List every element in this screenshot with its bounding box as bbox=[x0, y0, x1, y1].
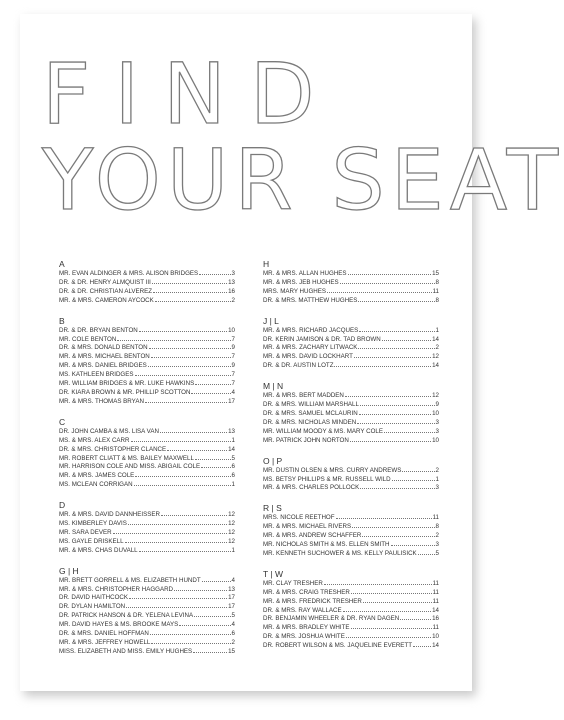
table-number: 11 bbox=[432, 624, 439, 632]
table-number: 16 bbox=[228, 287, 235, 295]
guest-name: MR. & MRS. RICHARD JACQUES bbox=[263, 326, 359, 334]
guest-row bbox=[263, 401, 439, 410]
dot-leader bbox=[418, 554, 435, 555]
table-number: 10 bbox=[432, 633, 439, 641]
guest-row bbox=[263, 419, 439, 428]
letter-group bbox=[263, 315, 439, 372]
guest-name: MS. KIMBERLEY DAVIS bbox=[59, 520, 127, 528]
table-number: 3 bbox=[231, 270, 235, 277]
guest-row bbox=[59, 270, 235, 279]
dot-leader bbox=[391, 545, 435, 546]
guest-name: MR. COLE BENTON bbox=[59, 335, 117, 343]
dot-leader bbox=[363, 602, 432, 603]
table-number: 2 bbox=[435, 344, 439, 352]
table-number: 17 bbox=[228, 603, 235, 611]
table-number: 14 bbox=[432, 606, 439, 614]
dot-leader bbox=[350, 441, 431, 442]
table-number: 5 bbox=[231, 454, 235, 462]
guest-row bbox=[59, 594, 235, 603]
guest-row bbox=[59, 428, 235, 437]
letter-group bbox=[59, 499, 235, 556]
dot-leader bbox=[135, 375, 231, 376]
table-number: 11 bbox=[432, 287, 439, 295]
table-number: 5 bbox=[435, 549, 439, 557]
table-number: 13 bbox=[228, 585, 235, 593]
table-number: 1 bbox=[231, 546, 235, 554]
left-column bbox=[59, 258, 235, 666]
letter-group bbox=[59, 416, 235, 490]
table-number: 1 bbox=[231, 436, 235, 444]
guest-name: DR. PATRICK HANSON & DR. YELENA LEVINA bbox=[59, 612, 194, 620]
table-number: 10 bbox=[432, 436, 439, 444]
table-number: 11 bbox=[432, 514, 439, 522]
dot-leader bbox=[358, 301, 434, 302]
table-number: 8 bbox=[435, 523, 439, 531]
guest-name: DR. BENJAMIN WHEELER & DR. RYAN DAGEN bbox=[263, 615, 400, 623]
guest-row bbox=[263, 484, 439, 493]
guest-name: MR. & MRS. BERT MADDEN bbox=[263, 392, 344, 400]
dot-leader bbox=[126, 607, 227, 608]
dot-leader bbox=[413, 646, 431, 647]
dot-leader bbox=[134, 485, 231, 486]
table-number: 15 bbox=[432, 270, 439, 277]
dot-leader bbox=[152, 283, 227, 284]
table-number: 14 bbox=[432, 642, 439, 650]
table-number: 6 bbox=[231, 463, 235, 471]
dot-leader bbox=[153, 292, 227, 293]
table-number: 13 bbox=[228, 278, 235, 286]
dot-leader bbox=[360, 405, 435, 406]
guest-name: MR. & MRS. JAMES COLE bbox=[59, 472, 135, 480]
dot-leader bbox=[145, 402, 227, 403]
guest-row bbox=[59, 389, 235, 398]
guest-name: DR. & MRS. DONALD BENTON bbox=[59, 344, 148, 352]
guest-row bbox=[59, 336, 235, 345]
table-number: 11 bbox=[432, 597, 439, 605]
guest-name: DR. & DR. BRYAN BENTON bbox=[59, 326, 138, 334]
guest-name: MR. BRETT GORRELL & MS. ELIZABETH HUNDT bbox=[59, 576, 201, 584]
guest-row bbox=[59, 538, 235, 547]
guest-name: MR. SARA DEVER bbox=[59, 528, 112, 536]
guest-row bbox=[59, 463, 235, 472]
right-column bbox=[263, 258, 439, 660]
guest-name: MR. & MRS. CHARLES POLLOCK bbox=[263, 484, 360, 492]
table-number: 14 bbox=[432, 335, 439, 343]
dot-leader bbox=[151, 357, 231, 358]
guest-row bbox=[59, 446, 235, 455]
table-number: 8 bbox=[435, 296, 439, 304]
dot-leader bbox=[384, 432, 435, 433]
dot-leader bbox=[359, 414, 431, 415]
table-number: 2 bbox=[435, 532, 439, 540]
guest-row bbox=[263, 541, 439, 550]
dot-leader bbox=[340, 283, 435, 284]
dot-leader bbox=[191, 393, 230, 394]
table-number: 14 bbox=[228, 445, 235, 453]
guest-name: MR. & MRS. ANDREW SCHAFFER bbox=[263, 532, 362, 540]
guest-name: MR. & MRS. JEB HUGHES bbox=[263, 278, 339, 286]
guest-name: MR. & MRS. MICHAEL RIVERS bbox=[263, 523, 352, 531]
dot-leader bbox=[400, 619, 431, 620]
dot-leader bbox=[150, 634, 231, 635]
title-line-2: YOUR SEAT bbox=[42, 131, 564, 229]
guest-name: MS. MCLEAN CORRIGAN bbox=[59, 481, 133, 489]
table-number: 7 bbox=[231, 380, 235, 388]
dot-leader bbox=[202, 581, 231, 582]
table-number: 12 bbox=[432, 392, 439, 400]
table-number: 9 bbox=[435, 401, 439, 409]
group-letter: A bbox=[59, 259, 65, 269]
guest-name: DR. & DR. CHRISTIAN ALVEREZ bbox=[59, 287, 153, 295]
guest-row bbox=[263, 589, 439, 598]
dot-leader bbox=[334, 366, 431, 367]
dot-leader bbox=[201, 467, 230, 468]
dot-leader bbox=[351, 628, 432, 629]
guest-name: DR. & MRS. WILLIAM MARSHALL bbox=[263, 401, 359, 409]
guest-row bbox=[263, 633, 439, 642]
table-number: 4 bbox=[231, 576, 235, 584]
guest-name: MR. WILLIAM MOODY & MS. MARY COLE bbox=[263, 427, 383, 435]
dot-leader bbox=[199, 274, 230, 275]
guest-row bbox=[263, 428, 439, 437]
letter-group bbox=[263, 502, 439, 559]
guest-row bbox=[59, 398, 235, 407]
table-number: 15 bbox=[228, 647, 235, 655]
guest-name: MR. & MRS. ZACHARY LITWACK bbox=[263, 344, 358, 352]
dot-leader bbox=[129, 598, 227, 599]
dot-leader bbox=[139, 331, 227, 332]
guest-row bbox=[263, 580, 439, 589]
guest-name: MR. CLAY TRESHER bbox=[263, 579, 323, 587]
guest-name: DR. KIARA BROWN & MR. PHILLIP SCOTTON bbox=[59, 388, 191, 396]
guest-name: DR. & MRS. JOSHUA WHITE bbox=[263, 633, 345, 641]
table-number: 12 bbox=[228, 528, 235, 536]
guest-name: DR. DYLAN HAMILTON bbox=[59, 603, 126, 611]
dot-leader bbox=[167, 450, 227, 451]
table-number: 2 bbox=[231, 639, 235, 646]
guest-row bbox=[59, 353, 235, 362]
table-number: 9 bbox=[231, 362, 235, 370]
table-number: 8 bbox=[435, 278, 439, 286]
dot-leader bbox=[193, 652, 227, 653]
guest-row bbox=[263, 437, 439, 446]
group-letter: H bbox=[263, 259, 270, 269]
guest-row bbox=[263, 353, 439, 362]
table-number: 11 bbox=[432, 579, 439, 587]
dot-leader bbox=[139, 551, 231, 552]
group-letter: R | S bbox=[263, 503, 282, 514]
guest-name: MISS. ELIZABETH AND MISS. EMILY HUGHES bbox=[59, 647, 193, 655]
guest-row bbox=[59, 327, 235, 336]
dot-leader bbox=[358, 348, 434, 349]
guest-row bbox=[59, 362, 235, 371]
dot-leader bbox=[131, 441, 231, 442]
group-letter: D bbox=[59, 500, 66, 511]
table-number: 7 bbox=[231, 371, 235, 379]
guest-name: DR. & MRS. SAMUEL MCLAURIN bbox=[263, 409, 358, 417]
guest-row bbox=[59, 455, 235, 464]
guest-row bbox=[59, 481, 235, 490]
table-number: 13 bbox=[228, 427, 235, 435]
dot-leader bbox=[351, 593, 432, 594]
guest-name: MR. DUSTIN OLSEN & MRS. CURRY ANDREWS bbox=[263, 466, 402, 474]
guest-row bbox=[59, 612, 235, 621]
table-number: 3 bbox=[435, 427, 439, 435]
letter-group bbox=[263, 455, 439, 494]
guest-row bbox=[59, 279, 235, 288]
guest-name: MR. & MRS. MICHAEL BENTON bbox=[59, 353, 150, 361]
guest-name: MR. & MRS. CAMERON AYCOCK bbox=[59, 296, 154, 304]
dot-leader bbox=[348, 274, 432, 275]
guest-row bbox=[263, 288, 439, 297]
guest-row bbox=[263, 598, 439, 607]
guest-name: MR. & MRS. JEFFREY HOWELL bbox=[59, 639, 151, 646]
guest-name: DR. & MRS. NICHOLAS MINDEN bbox=[263, 418, 357, 426]
letter-group bbox=[59, 315, 235, 407]
guest-name: MR. & MRS. BRADLEY WHITE bbox=[263, 624, 350, 632]
guest-row bbox=[263, 607, 439, 616]
table-number: 17 bbox=[228, 594, 235, 602]
guest-name: MR. & MRS. DANIEL BRIDGES bbox=[59, 362, 147, 370]
table-number: 7 bbox=[231, 335, 235, 343]
table-number: 10 bbox=[228, 326, 235, 334]
guest-row bbox=[59, 529, 235, 538]
table-number: 1 bbox=[435, 475, 439, 483]
guest-name: MR. NICHOLAS SMITH & MS. ELLEN SMITH bbox=[263, 541, 390, 549]
dot-leader bbox=[354, 357, 431, 358]
guest-name: MR. & MRS. DAVID DANNHEISSER bbox=[59, 511, 160, 519]
table-number: 4 bbox=[231, 388, 235, 396]
table-number: 4 bbox=[231, 621, 235, 629]
dot-leader bbox=[336, 518, 432, 519]
dot-leader bbox=[345, 396, 431, 397]
dot-leader bbox=[195, 384, 230, 385]
guest-name: DR. & DR. AUSTIN LOTZ bbox=[263, 362, 334, 370]
guest-row bbox=[263, 270, 439, 279]
dot-leader bbox=[382, 340, 431, 341]
table-number: 14 bbox=[432, 362, 439, 370]
guest-name: MS. BETSY PHILLIPS & MR. RUSSELL WILD bbox=[263, 475, 391, 483]
guest-name: MR. WILLIAM BRIDGES & MR. LUKE HAWKINS bbox=[59, 380, 195, 388]
guest-row bbox=[59, 648, 235, 657]
guest-row bbox=[59, 297, 235, 306]
guest-name: MR. & MRS. ALLAN HUGHES bbox=[263, 270, 347, 277]
guest-name: MR. EVAN ALDINGER & MRS. ALISON BRIDGES bbox=[59, 270, 199, 277]
group-letter: B bbox=[59, 315, 65, 326]
table-number: 17 bbox=[228, 397, 235, 405]
dot-leader bbox=[362, 536, 434, 537]
table-number: 1 bbox=[231, 481, 235, 489]
table-number: 12 bbox=[228, 537, 235, 545]
guest-row bbox=[59, 577, 235, 586]
guest-name: MR. & MRS. THOMAS BRYAN bbox=[59, 397, 144, 405]
guest-row bbox=[263, 550, 439, 559]
guest-row bbox=[59, 547, 235, 556]
guest-row bbox=[59, 586, 235, 595]
dot-leader bbox=[160, 432, 227, 433]
guest-row bbox=[263, 327, 439, 336]
guest-name: MR. & MRS. CHRISTOPHER HAGGARD bbox=[59, 585, 174, 593]
dot-leader bbox=[324, 584, 432, 585]
letter-group bbox=[59, 258, 235, 306]
guest-row bbox=[263, 279, 439, 288]
table-number: 6 bbox=[231, 630, 235, 638]
table-number: 2 bbox=[231, 296, 235, 304]
dot-leader bbox=[195, 459, 231, 460]
table-number: 16 bbox=[432, 615, 439, 623]
dot-leader bbox=[352, 527, 434, 528]
guest-row bbox=[263, 532, 439, 541]
guest-row bbox=[263, 642, 439, 651]
dot-leader bbox=[174, 590, 227, 591]
title-line-1: FIND bbox=[42, 45, 339, 143]
dot-leader bbox=[117, 340, 230, 341]
guest-name: MR. ROBERT CLIATT & MS. BAILEY MAXWELL bbox=[59, 454, 194, 462]
guest-row bbox=[263, 392, 439, 401]
dot-leader bbox=[151, 643, 230, 644]
guest-row bbox=[263, 476, 439, 485]
dot-leader bbox=[179, 625, 230, 626]
guest-row bbox=[263, 624, 439, 633]
guest-row bbox=[59, 511, 235, 520]
dot-leader bbox=[346, 637, 431, 638]
dot-leader bbox=[194, 616, 230, 617]
guest-name: DR. & MRS. CHRISTOPHER CLANCE bbox=[59, 445, 167, 453]
guest-row bbox=[263, 344, 439, 353]
group-letter: C bbox=[59, 416, 66, 427]
letter-group bbox=[263, 568, 439, 651]
guest-name: MS. & MRS. ALEX CARR bbox=[59, 436, 130, 444]
guest-name: DR. DAVID HAITHCOCK bbox=[59, 594, 128, 602]
dot-leader bbox=[128, 524, 227, 525]
table-number: 3 bbox=[435, 541, 439, 549]
table-number: 12 bbox=[432, 353, 439, 361]
group-letter: M | N bbox=[263, 381, 284, 392]
guest-name: MR. & MRS. CHAS DUVALL bbox=[59, 546, 138, 554]
guest-name: MS. GAYLE DRISKELL bbox=[59, 537, 124, 545]
guest-row bbox=[59, 520, 235, 529]
dot-leader bbox=[135, 476, 230, 477]
guest-row bbox=[59, 344, 235, 353]
dot-leader bbox=[161, 515, 227, 516]
guest-name: DR. & MRS. DANIEL HOFFMAN bbox=[59, 630, 149, 638]
dot-leader bbox=[402, 471, 434, 472]
guest-name: DR. & MRS. RAY WALLACE bbox=[263, 606, 342, 614]
table-number: 2 bbox=[435, 466, 439, 474]
dot-leader bbox=[155, 301, 231, 302]
dot-leader bbox=[360, 488, 434, 489]
group-letter: O | P bbox=[263, 455, 283, 466]
guest-name: DR. ROBERT WILSON & MS. JAQUELINE EVERETT bbox=[263, 642, 412, 650]
dot-leader bbox=[343, 611, 431, 612]
guest-row bbox=[59, 437, 235, 446]
guest-row bbox=[59, 630, 235, 639]
dot-leader bbox=[357, 423, 434, 424]
guest-row bbox=[59, 288, 235, 297]
dot-leader bbox=[148, 366, 231, 367]
table-number: 11 bbox=[432, 588, 439, 596]
table-number: 10 bbox=[432, 409, 439, 417]
guest-name: MR. KENNETH SUCHOWER & MS. KELLY PAULISICK bbox=[263, 549, 417, 557]
dot-leader bbox=[113, 533, 228, 534]
guest-row bbox=[263, 523, 439, 532]
guest-row bbox=[263, 615, 439, 624]
guest-name: DR. KERIN JAMISON & DR. TAD BROWN bbox=[263, 335, 381, 343]
table-number: 9 bbox=[231, 344, 235, 352]
table-number: 12 bbox=[228, 511, 235, 519]
guest-name: MR. & MRS. FREDRICK TRESHER bbox=[263, 597, 362, 605]
guest-row bbox=[263, 336, 439, 345]
table-number: 5 bbox=[231, 612, 235, 620]
guest-row bbox=[263, 362, 439, 371]
letter-group bbox=[59, 565, 235, 657]
guest-name: DR. & DR. HENRY ALMQUIST III bbox=[59, 278, 151, 286]
table-number: 1 bbox=[435, 326, 439, 334]
table-number: 7 bbox=[231, 353, 235, 361]
guest-name: MS. KATHLEEN BRIDGES bbox=[59, 371, 134, 379]
letter-group bbox=[263, 380, 439, 445]
guest-row bbox=[59, 371, 235, 380]
table-number: 12 bbox=[228, 520, 235, 528]
guest-name: MR. DAVID HAYES & MS. BROOKE MAYS bbox=[59, 621, 179, 629]
guest-name: MR. PATRICK JOHN NORTON bbox=[263, 436, 349, 444]
guest-row bbox=[263, 467, 439, 476]
dot-leader bbox=[392, 480, 435, 481]
table-number: 6 bbox=[231, 472, 235, 480]
guest-name: MRS. MARY HUGHES bbox=[263, 287, 327, 295]
guest-row bbox=[263, 297, 439, 306]
guest-row bbox=[59, 380, 235, 389]
guest-name: MR. HARRISON COLE AND MISS. ABIGAIL COLE bbox=[59, 463, 201, 471]
group-letter: J | L bbox=[263, 315, 279, 326]
dot-leader bbox=[327, 292, 432, 293]
table-number: 3 bbox=[435, 484, 439, 492]
guest-row bbox=[263, 410, 439, 419]
dot-leader bbox=[149, 348, 231, 349]
guest-name: MR. & MRS. CRAIG TRESHER bbox=[263, 588, 350, 596]
guest-name: DR. JOHN CAMBA & MS. LISA VAN bbox=[59, 427, 159, 435]
guest-row bbox=[59, 603, 235, 612]
guest-row bbox=[59, 472, 235, 481]
guest-row bbox=[59, 621, 235, 630]
group-letter: G | H bbox=[59, 565, 79, 576]
guest-name: MRS. NICOLE REETHOF bbox=[263, 514, 335, 522]
guest-row bbox=[263, 514, 439, 523]
letter-group bbox=[263, 258, 439, 306]
dot-leader bbox=[359, 331, 434, 332]
guest-name: MR. & MRS. DAVID LOCKHART bbox=[263, 353, 353, 361]
guest-name: DR. & MRS. MATTHEW HUGHES bbox=[263, 296, 358, 304]
group-letter: T | W bbox=[263, 568, 283, 579]
guest-row bbox=[59, 639, 235, 648]
table-number: 3 bbox=[435, 418, 439, 426]
dot-leader bbox=[125, 542, 228, 543]
